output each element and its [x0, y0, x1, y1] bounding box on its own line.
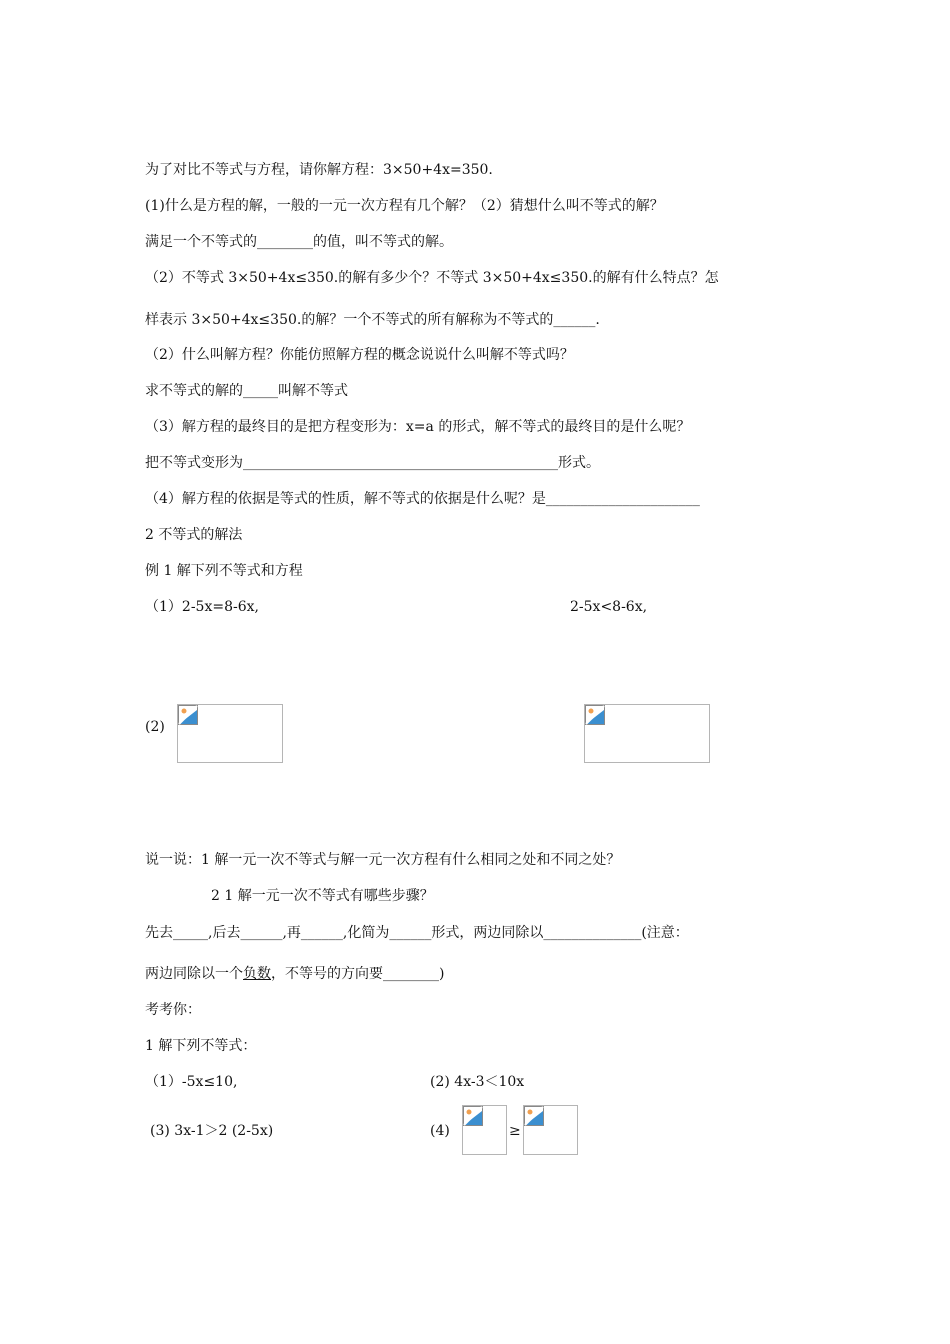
underlined-term: 负数 [243, 966, 271, 982]
text-line: 先去_____,后去______,再______,化简为______形式，两边同除以______________(注意： [145, 925, 689, 941]
formula-image [462, 1105, 507, 1155]
text-line: 样表示 3×50+4x≤350.的解？一个不等式的所有解称为不等式的______. [145, 312, 600, 328]
text-line: （2）什么叫解方程？你能仿照解方程的概念说说什么叫解不等式吗？ [145, 347, 574, 363]
exercise-4-label: (4) [430, 1123, 450, 1139]
text-span: 两边同除以一个 [145, 966, 243, 982]
text-line [145, 964, 444, 984]
broken-image-icon [524, 1106, 544, 1126]
formula-image [523, 1105, 578, 1155]
item-label: (2) [145, 719, 165, 735]
text-line: 说一说：1 解一元一次不等式与解一元一次方程有什么相同之处和不同之处？ [145, 852, 621, 868]
exercise-1: （1）-5x≤10, [145, 1074, 238, 1090]
broken-image-icon [585, 705, 605, 725]
exercise-3: (3) 3x-1＞2 (2-5x) [150, 1123, 274, 1139]
text-line: (1)什么是方程的解，一般的一元一次方程有几个解？（2）猜想什么叫不等式的解？ [145, 198, 664, 214]
text-line: 满足一个不等式的________的值，叫不等式的解。 [145, 234, 453, 250]
text-line: 2 1 解一元一次不等式有哪些步骤？ [211, 888, 434, 904]
exercise-2: (2) 4x-3＜10x [430, 1074, 525, 1090]
text-line: （4）解方程的依据是等式的性质，解不等式的依据是什么呢？是______________________ [145, 491, 700, 507]
inequality-1: 2-5x<8-6x, [570, 599, 648, 615]
section-heading: 2 不等式的解法 [145, 527, 243, 543]
text-line: 为了对比不等式与方程，请你解方程：3×50+4x=350. [145, 162, 493, 178]
example-heading: 例 1 解下列不等式和方程 [145, 563, 303, 579]
formula-image [584, 704, 710, 763]
text-line: （3）解方程的最终目的是把方程变形为：x=a 的形式，解不等式的最终目的是什么呢？ [145, 419, 691, 435]
broken-image-icon [178, 705, 198, 725]
equation-1: （1）2-5x=8-6x, [145, 599, 259, 615]
text-line: 求不等式的解的_____叫解不等式 [145, 383, 348, 399]
exercise-heading: 1 解下列不等式： [145, 1038, 257, 1054]
section-heading: 考考你： [145, 1002, 201, 1018]
broken-image-icon [463, 1106, 483, 1126]
geq-symbol: ≥ [509, 1123, 521, 1139]
text-span: ，不等号的方向要________) [271, 966, 445, 982]
text-line: （2）不等式 3×50+4x≤350.的解有多少个？不等式 3×50+4x≤350.的解有什么特点？怎 [145, 270, 719, 286]
text-line: 把不等式变形为_____________________________________________形式。 [145, 455, 600, 471]
formula-image [177, 704, 283, 763]
